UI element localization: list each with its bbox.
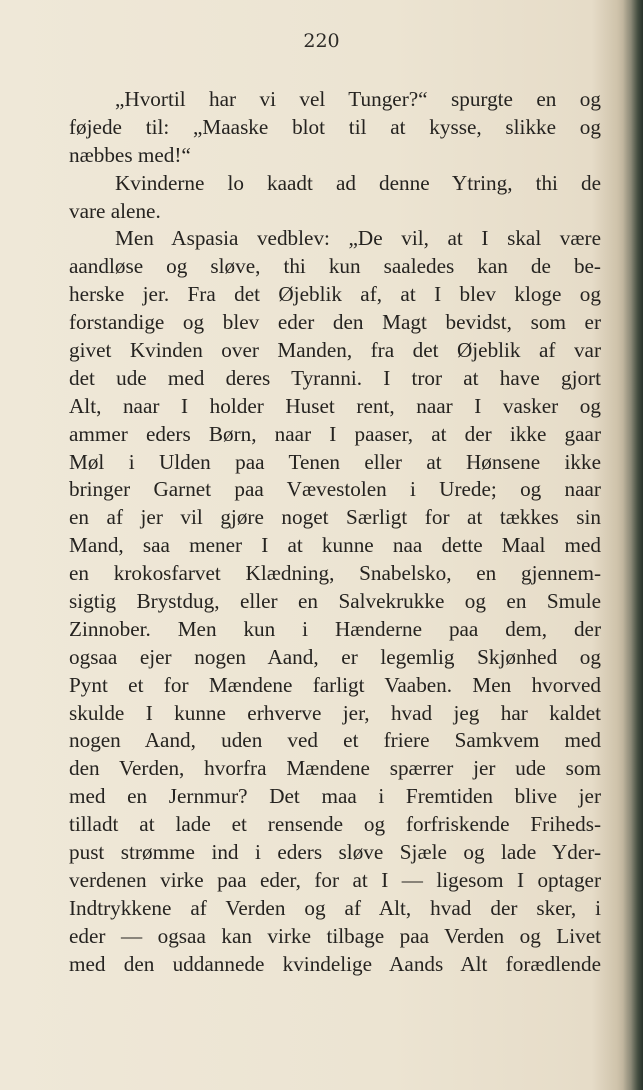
text-line: med en Jernmur? Det maa i Fremtiden blive jer bbox=[69, 784, 601, 809]
text-line: verdenen virke paa eder, for at I — ligesom I optager bbox=[69, 867, 601, 892]
text-line: ogsaa ejer nogen Aand, er legemlig Skjønhed og bbox=[69, 644, 601, 669]
text-line: pust strømme ind i eders sløve Sjæle og lade Yder- bbox=[69, 840, 601, 865]
text-line: en af jer vil gjøre noget Særligt for at tækkes sin bbox=[69, 505, 601, 530]
text-line: Men Aspasia vedblev: „De vil, at I skal være bbox=[115, 226, 601, 251]
text-line: bringer Garnet paa Vævestolen i Urede; og naar bbox=[69, 477, 601, 502]
text-line: Pynt et for Mændene farligt Vaaben. Men hvorved bbox=[69, 672, 601, 697]
text-line: herske jer. Fra det Øjeblik af, at I blev kloge og bbox=[69, 282, 601, 307]
text-line: næbbes med!“ bbox=[69, 142, 191, 167]
text-line: Møl i Ulden paa Tenen eller at Hønsene ikke bbox=[69, 449, 601, 474]
text-line: aandløse og sløve, thi kun saaledes kan de be- bbox=[69, 254, 601, 279]
text-line: Alt, naar I holder Huset rent, naar I vasker og bbox=[69, 393, 601, 418]
page-number: 220 bbox=[303, 30, 340, 52]
text-line: Kvinderne lo kaadt ad denne Ytring, thi de bbox=[115, 170, 601, 195]
text-line: en krokosfarvet Klædning, Snabelsko, en gjennem- bbox=[69, 561, 601, 586]
text-line: forstandige og blev eder den Magt bevidst, som er bbox=[69, 310, 601, 335]
text-line: givet Kvinden over Manden, fra det Øjeblik af var bbox=[69, 338, 601, 363]
text-line: eder — ogsaa kan virke tilbage paa Verden og Livet bbox=[69, 923, 601, 948]
page-edge-shadow bbox=[623, 0, 643, 1090]
text-line: ammer eders Børn, naar I paaser, at der ikke gaar bbox=[69, 421, 601, 446]
text-line: den Verden, hvorfra Mændene spærrer jer ude som bbox=[69, 756, 601, 781]
text-line: Mand, saa mener I at kunne naa dette Maal med bbox=[69, 533, 601, 558]
text-line: nogen Aand, uden ved et friere Samkvem med bbox=[69, 728, 601, 753]
text-line: vare alene. bbox=[69, 198, 161, 223]
text-line: Indtrykkene af Verden og af Alt, hvad der sker, i bbox=[69, 895, 601, 920]
text-line: Zinnober. Men kun i Hænderne paa dem, der bbox=[69, 616, 601, 641]
text-line: med den uddannede kvindelige Aands Alt forædlende bbox=[69, 951, 601, 976]
text-line: skulde I kunne erhverve jer, hvad jeg har kaldet bbox=[69, 700, 601, 725]
text-line: føjede til: „Maaske blot til at kysse, slikke og bbox=[69, 114, 601, 139]
text-line: sigtig Brystdug, eller en Salvekrukke og en Smule bbox=[69, 589, 601, 614]
text-line: det ude med deres Tyranni. I tror at have gjort bbox=[69, 365, 601, 390]
text-line: tilladt at lade et rensende og forfriskende Friheds- bbox=[69, 812, 601, 837]
text-line: „Hvortil har vi vel Tunger?“ spurgte en og bbox=[115, 87, 601, 111]
body-text bbox=[69, 86, 601, 979]
